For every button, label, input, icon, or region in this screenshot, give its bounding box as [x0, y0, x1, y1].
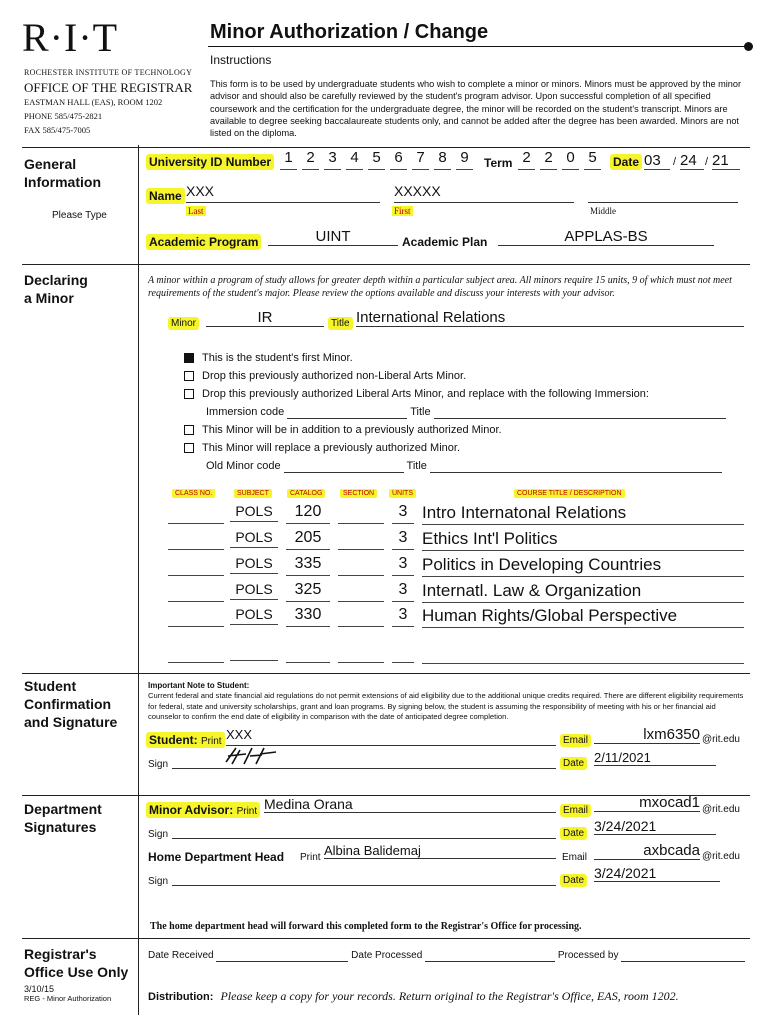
head-email-domain: @rit.edu: [702, 851, 740, 862]
course-units[interactable]: 3: [392, 581, 414, 602]
advisor-print-row: [146, 801, 260, 819]
term-label: Term: [484, 156, 513, 170]
declaring-section-rule: [22, 264, 750, 265]
course-section[interactable]: [338, 581, 384, 602]
student-date-field[interactable]: 2/11/2021: [594, 750, 716, 766]
course-units[interactable]: 3: [392, 606, 414, 627]
date-label: Date: [610, 154, 642, 170]
course-class-no[interactable]: [168, 606, 224, 627]
last-name-field[interactable]: XXX: [186, 183, 380, 203]
uid-digit-9[interactable]: 9: [456, 149, 473, 170]
distribution-note: Distribution: Please keep a copy for your records. Return original to the Registrar's Office, EAS, room 1202.: [148, 989, 679, 1003]
general-section-title: General Information: [24, 156, 101, 190]
immersion-title-field[interactable]: [434, 406, 726, 419]
student-print-field[interactable]: XXX: [226, 727, 556, 746]
course-subject[interactable]: POLS: [230, 503, 278, 522]
uid-digit-3[interactable]: 3: [324, 149, 341, 170]
course-catalog[interactable]: 325: [286, 581, 330, 602]
advisor-email-label: Email: [560, 804, 591, 817]
head-date-label: Date: [560, 874, 587, 887]
head-print-label: Print: [300, 852, 321, 863]
course-section[interactable]: [338, 529, 384, 550]
uid-digit-2[interactable]: 2: [302, 149, 319, 170]
course-class-no[interactable]: [168, 581, 224, 602]
course-title[interactable]: [422, 642, 744, 664]
course-catalog[interactable]: 120: [286, 503, 330, 524]
uid-field[interactable]: [280, 149, 480, 171]
middle-caption: Middle: [590, 206, 616, 216]
date-yy-field[interactable]: 21: [712, 152, 740, 170]
uid-digit-4[interactable]: 4: [346, 149, 363, 170]
minor-option-5[interactable]: This Minor will replace a previously authorized Minor.: [184, 442, 460, 454]
col-description: COURSE TITLE / DESCRIPTION: [514, 489, 625, 498]
title-rule: [208, 46, 748, 47]
immersion-row: Immersion code Title: [206, 406, 726, 419]
date-processed-field[interactable]: [425, 950, 555, 962]
course-subject[interactable]: POLS: [230, 606, 278, 625]
general-section-rule: [22, 147, 750, 148]
student-signature: [222, 742, 282, 770]
course-subject[interactable]: [230, 642, 278, 661]
course-subject[interactable]: POLS: [230, 555, 278, 574]
office-address: EASTMAN HALL (EAS), ROOM 1202: [24, 97, 163, 107]
column-divider: [138, 145, 139, 1015]
course-class-no[interactable]: [168, 503, 224, 524]
advisor-date-label: Date: [560, 827, 587, 840]
course-title[interactable]: Intro Internatonal Relations: [422, 503, 744, 525]
checkbox-first-minor[interactable]: [184, 353, 194, 363]
uid-digit-5[interactable]: 5: [368, 149, 385, 170]
course-catalog[interactable]: [286, 642, 330, 663]
immersion-code-field[interactable]: [287, 406, 407, 419]
name-label: Name: [146, 188, 185, 204]
course-title[interactable]: Politics in Developing Countries: [422, 555, 744, 577]
student-signature-field[interactable]: [172, 752, 556, 769]
col-class-no: CLASS NO.: [172, 489, 215, 498]
course-catalog[interactable]: 335: [286, 555, 330, 576]
course-units[interactable]: 3: [392, 555, 414, 576]
first-name-field[interactable]: XXXXX: [394, 183, 574, 203]
registrar-section-rule: [22, 938, 750, 939]
head-email-field[interactable]: axbcada: [594, 842, 700, 860]
student-print-row: [146, 731, 225, 749]
academic-program-field[interactable]: UINT: [268, 228, 398, 246]
office-name: OFFICE OF THE REGISTRAR: [24, 80, 193, 95]
term-digit-1[interactable]: 2: [518, 149, 535, 170]
academic-plan-label: Academic Plan: [402, 235, 488, 249]
course-class-no[interactable]: [168, 529, 224, 550]
head-sign-label: Sign: [148, 876, 169, 887]
uid-digit-1[interactable]: 1: [280, 149, 297, 170]
course-catalog[interactable]: 330: [286, 606, 330, 627]
office-phone: PHONE 585/475-2821: [24, 111, 103, 121]
minor-advisor-label: Minor Advisor: Print: [146, 802, 260, 818]
financial-aid-note: Current federal and state financial aid regulations do not permit extensions of aid eligibility due to the additional unique credits required. There are different eligibility requirements for federal, state and university scholarships, grant and loan programs. By signing below, the student is assuming the responsibility of meeting with his or her financial aid counselor to confirm the end date of eligibility in comparison with the date of anticipated degree completion.: [148, 691, 744, 721]
course-class-no[interactable]: [168, 555, 224, 576]
col-catalog: CATALOG: [287, 489, 325, 498]
date-dd-field[interactable]: 24: [680, 152, 704, 170]
course-units[interactable]: 3: [392, 529, 414, 550]
last-caption: Last: [188, 206, 204, 216]
student-date-label: Date: [560, 757, 587, 770]
minor-option-1[interactable]: This is the student's first Minor.: [184, 352, 353, 364]
advisor-sign-label: Sign: [148, 829, 169, 840]
minor-option-2[interactable]: Drop this previously authorized non-Liberal Arts Minor.: [184, 370, 466, 382]
minor-label: Minor: [168, 317, 199, 330]
old-minor-row: Old Minor code Title: [206, 460, 722, 473]
rit-logo: R·I·T: [22, 15, 119, 60]
first-caption: First: [394, 206, 411, 216]
title-rule-dot: [744, 42, 753, 51]
student-email-domain: @rit.edu: [702, 734, 740, 745]
old-minor-code-field[interactable]: [284, 460, 404, 473]
col-units: UNITS: [389, 489, 416, 498]
advisor-email-domain: @rit.edu: [702, 804, 740, 815]
minor-code-field[interactable]: IR: [206, 309, 324, 327]
minor-title-field[interactable]: International Relations: [356, 309, 744, 327]
student-section-title: Student Confirmation and Signature: [24, 678, 118, 730]
course-subject[interactable]: POLS: [230, 529, 278, 548]
date-mm-field[interactable]: 03: [644, 152, 670, 170]
date-received-field[interactable]: [216, 950, 348, 962]
page-title: Minor Authorization / Change: [210, 21, 489, 43]
head-label: Home Department Head: [148, 850, 285, 864]
advisor-email-field[interactable]: mxocad1: [594, 794, 700, 812]
course-section[interactable]: [338, 642, 384, 663]
academic-program-label: Academic Program: [146, 234, 261, 250]
form-name: REG - Minor Authorization: [24, 994, 112, 1003]
minor-title-label: Title: [328, 317, 353, 330]
form-version: 3/10/15: [24, 984, 55, 994]
term-digit-3[interactable]: 0: [562, 149, 579, 170]
minor-option-4[interactable]: This Minor will be in addition to a previously authorized Minor.: [184, 424, 502, 436]
date-sep-1: /: [673, 156, 677, 168]
academic-plan-field[interactable]: APPLAS-BS: [498, 228, 714, 246]
course-subject[interactable]: POLS: [230, 581, 278, 600]
head-print-field[interactable]: Albina Balidemaj: [324, 843, 556, 859]
student-label: Student: Print: [146, 732, 225, 748]
uid-digit-7[interactable]: 7: [412, 149, 429, 170]
student-email-label: Email: [560, 734, 591, 747]
declaring-section-title: Declaring a Minor: [24, 272, 88, 306]
col-subject: SUBJECT: [234, 489, 272, 498]
date-sep-2: /: [705, 156, 709, 168]
course-class-no[interactable]: [168, 642, 224, 663]
checkbox-drop-la-minor[interactable]: [184, 389, 194, 399]
course-units[interactable]: [392, 642, 414, 663]
course-section[interactable]: [338, 555, 384, 576]
head-email-label: Email: [562, 852, 588, 863]
processed-by-field[interactable]: [621, 950, 745, 962]
course-catalog[interactable]: 205: [286, 529, 330, 550]
course-section[interactable]: [338, 606, 384, 627]
uid-label: University ID Number: [146, 154, 274, 170]
checkbox-drop-non-la-minor[interactable]: [184, 371, 194, 381]
head-signature-field[interactable]: [172, 869, 556, 886]
course-title[interactable]: Internatl. Law & Organization: [422, 581, 744, 603]
checkbox-replace-minor[interactable]: [184, 443, 194, 453]
financial-aid-note-title: Important Note to Student:: [148, 681, 250, 690]
uid-digit-6[interactable]: 6: [390, 149, 407, 170]
head-date-field[interactable]: 3/24/2021: [594, 865, 720, 882]
registrar-row: Date Received Date Processed Processed by: [148, 950, 745, 962]
student-email-field[interactable]: lxm6350: [594, 726, 700, 744]
institute-name: ROCHESTER INSTITUTE OF TECHNOLOGY: [24, 68, 193, 77]
registrar-section-title: Registrar's Office Use Only: [24, 946, 129, 980]
term-digit-2[interactable]: 2: [540, 149, 557, 170]
uid-digit-8[interactable]: 8: [434, 149, 451, 170]
checkbox-additional-minor[interactable]: [184, 425, 194, 435]
minor-option-3[interactable]: Drop this previously authorized Liberal Arts Minor, and replace with the following Immersion:: [184, 388, 649, 400]
student-section-rule: [22, 673, 750, 674]
col-section: SECTION: [340, 489, 377, 498]
instructions-label: Instructions: [210, 53, 272, 67]
please-type-note: Please Type: [52, 210, 107, 221]
department-section-title: Department Signatures: [24, 801, 102, 835]
term-digit-4[interactable]: 5: [584, 149, 601, 170]
office-fax: FAX 585/475-7005: [24, 125, 91, 135]
advisor-date-field[interactable]: 3/24/2021: [594, 818, 716, 835]
middle-name-field[interactable]: [588, 183, 738, 203]
forward-note: The home department head will forward this completed form to the Registrar's Office for processing.: [150, 921, 582, 932]
course-units[interactable]: 3: [392, 503, 414, 524]
declaring-intro: A minor within a program of study allows for greater depth within a particular subject area. All minors require 15 units, 9 of which must not meet requirements of the student's major. Please review the options available and discuss your interests with your advisor.: [148, 275, 732, 299]
term-field[interactable]: [518, 149, 608, 171]
course-title[interactable]: Ethics Int'l Politics: [422, 529, 744, 551]
student-sign-label: Sign: [148, 759, 169, 770]
advisor-signature-field[interactable]: [172, 822, 556, 839]
course-section[interactable]: [338, 503, 384, 524]
course-title[interactable]: Human Rights/Global Perspective: [422, 606, 744, 628]
old-minor-title-field[interactable]: [430, 460, 722, 473]
instructions-text: This form is to be used by undergraduate students who wish to complete a minor or minors. Minors must be approved by the minor advisor and should also be carefully reviewed by the student's program advisor. Upon successful completion of all specified coursework and the certification for the undergraduate degree, the minor will be recorded on the student's transcript. Minors are available to degree seeking baccalaureate students only, and cannot be added after the degree has been awarded. Minors are not listed on the diploma.: [210, 79, 742, 139]
advisor-print-field[interactable]: Medina Orana: [264, 796, 556, 813]
